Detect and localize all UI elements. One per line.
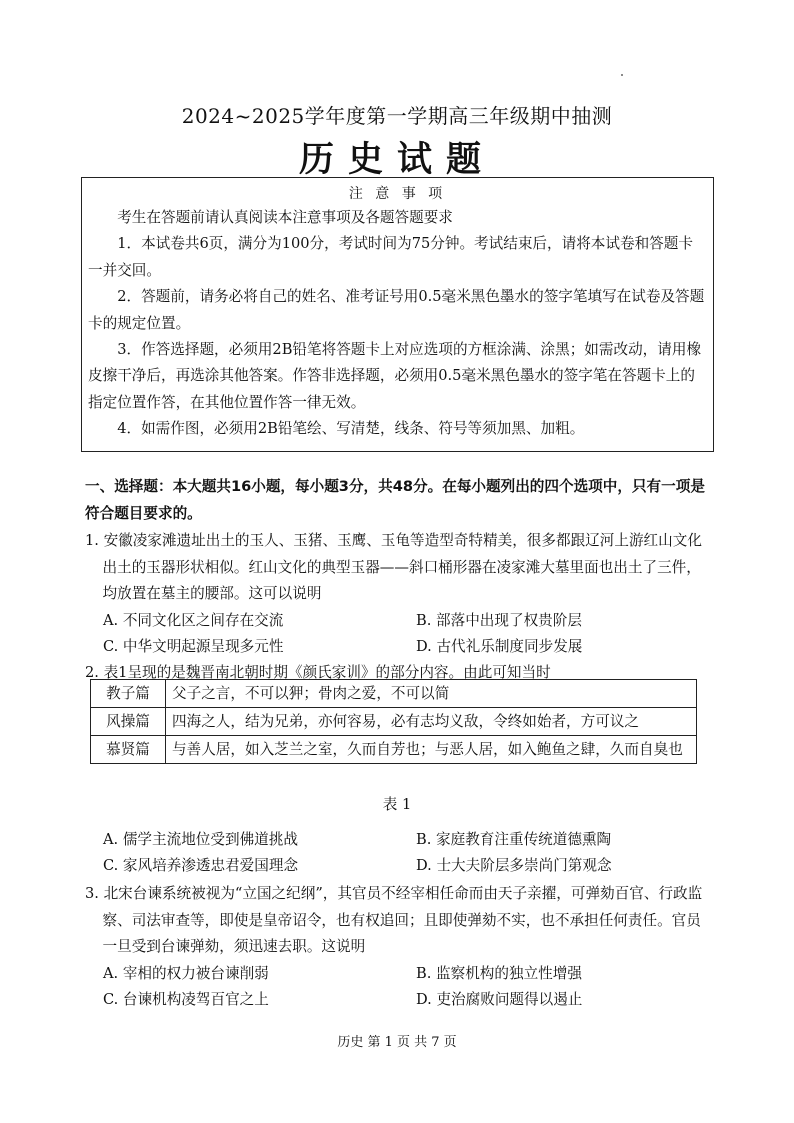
- option-b[interactable]: B. 监察机构的独立性增强: [416, 964, 582, 982]
- option-a[interactable]: A. 儒学主流地位受到佛道挑战: [103, 831, 298, 848]
- notice-intro: 考生在答题前请认真阅读本注意事项及各题答题要求: [117, 209, 453, 226]
- section-heading: 一、选择题：本大题共16小题，每小题3分，共48分。在每小题列出的四个选项中，只有一项是符合题目要求的。: [85, 478, 705, 522]
- notice-item: 2．答题前，请务必将自己的姓名、准考证号用0.5毫米黑色墨水的签字笔填写在试卷及答题卡的规定位置。: [88, 288, 705, 332]
- table-head-cell: 教子篇: [91, 680, 166, 708]
- question-stem: 3. 北宋台谏系统被视为“立国之纪纲”，其官员不经宰相任命而由天子亲擢，可弹劾百官、行政监察、司法审查等，即使是皇帝诏令，也有权追回；且即使弹劾不实，也不承担任何责任。官员一旦受到台谏弹劾，须迅速去职。这说明: [85, 885, 703, 955]
- question-2-options: [85, 827, 715, 879]
- exam-title: 2024~2025学年度第一学期高三年级期中抽测: [181, 104, 613, 128]
- table-row: [91, 736, 697, 764]
- page-footer: 历史 第 1 页 共 7 页: [337, 1035, 457, 1050]
- option-c[interactable]: C. 中华文明起源呈现多元性: [103, 637, 284, 655]
- table-text-cell: 父子之言，不可以狎；骨肉之爱，不可以简: [166, 680, 697, 708]
- option-a[interactable]: A. 宰相的权力被台谏削弱: [103, 964, 269, 982]
- question-3: [85, 881, 715, 1013]
- table-head-cell: 风操篇: [91, 708, 166, 736]
- options-grid: [103, 827, 715, 879]
- option-b[interactable]: B. 部落中出现了权贵阶层: [416, 611, 582, 629]
- notice-heading: 注 意 事 项: [348, 186, 447, 202]
- scan-dot: [621, 74, 623, 76]
- option-d[interactable]: D. 吏治腐败问题得以遏止: [416, 990, 583, 1008]
- option-c[interactable]: C. 台谏机构凌驾百官之上: [103, 990, 269, 1008]
- table-row: [91, 708, 697, 736]
- option-c[interactable]: C. 家风培养渗透忠君爱国理念: [103, 857, 299, 874]
- table-1: [90, 679, 697, 764]
- table-text-cell: 与善人居，如入芝兰之室，久而自芳也；与恶人居，如入鲍鱼之肆，久而自臭也: [166, 736, 697, 764]
- option-a[interactable]: A. 不同文化区之间存在交流: [103, 611, 284, 629]
- options-grid: [103, 608, 715, 660]
- table-text-cell: 四海之人，结为兄弟，亦何容易，必有志均义敌，令终如始者，方可议之: [166, 708, 697, 736]
- question-1: [85, 528, 715, 686]
- options-grid: [103, 961, 715, 1013]
- table-caption: 表 1: [382, 796, 412, 813]
- notice-item: 4．如需作图，必须用2B铅笔绘、写清楚，线条、符号等须加黑、加粗。: [117, 420, 585, 438]
- table-head-cell: 慕贤篇: [91, 736, 166, 764]
- notice-item: 1．本试卷共6页，满分为100分，考试时间为75分钟。考试结束后，请将本试卷和答题卡一并交回。: [88, 235, 693, 279]
- table-row: [91, 680, 697, 708]
- notice-box: [81, 177, 714, 452]
- option-d[interactable]: D. 士大夫阶层多崇尚门第观念: [416, 857, 612, 874]
- question-stem: 1. 安徽凌家滩遗址出土的玉人、玉猪、玉鹰、玉龟等造型奇特精美，很多都跟辽河上游红山文化出土的玉器形状相似。红山文化的典型玉器——斜口桶形器在凌家滩大墓里面也出土了三件，均放置在墓主的腰部。这可以说明: [85, 532, 702, 602]
- option-d[interactable]: D. 古代礼乐制度同步发展: [416, 637, 583, 655]
- notice-item: 3．作答选择题，必须用2B铅笔将答题卡上对应选项的方框涂满、涂黑；如需改动，请用橡皮擦干净后，再选涂其他答案。作答非选择题，必须用0.5毫米黑色墨水的签字笔在答题卡上的指定位置作答，在其他位置作答一律无效。: [88, 341, 702, 411]
- subject-title: 历史试题: [298, 140, 495, 180]
- option-b[interactable]: B. 家庭教育注重传统道德熏陶: [416, 831, 612, 848]
- question-stem: 2. 表1呈现的是魏晋南北朝时期《颜氏家训》的部分内容。由此可知当时: [85, 663, 551, 681]
